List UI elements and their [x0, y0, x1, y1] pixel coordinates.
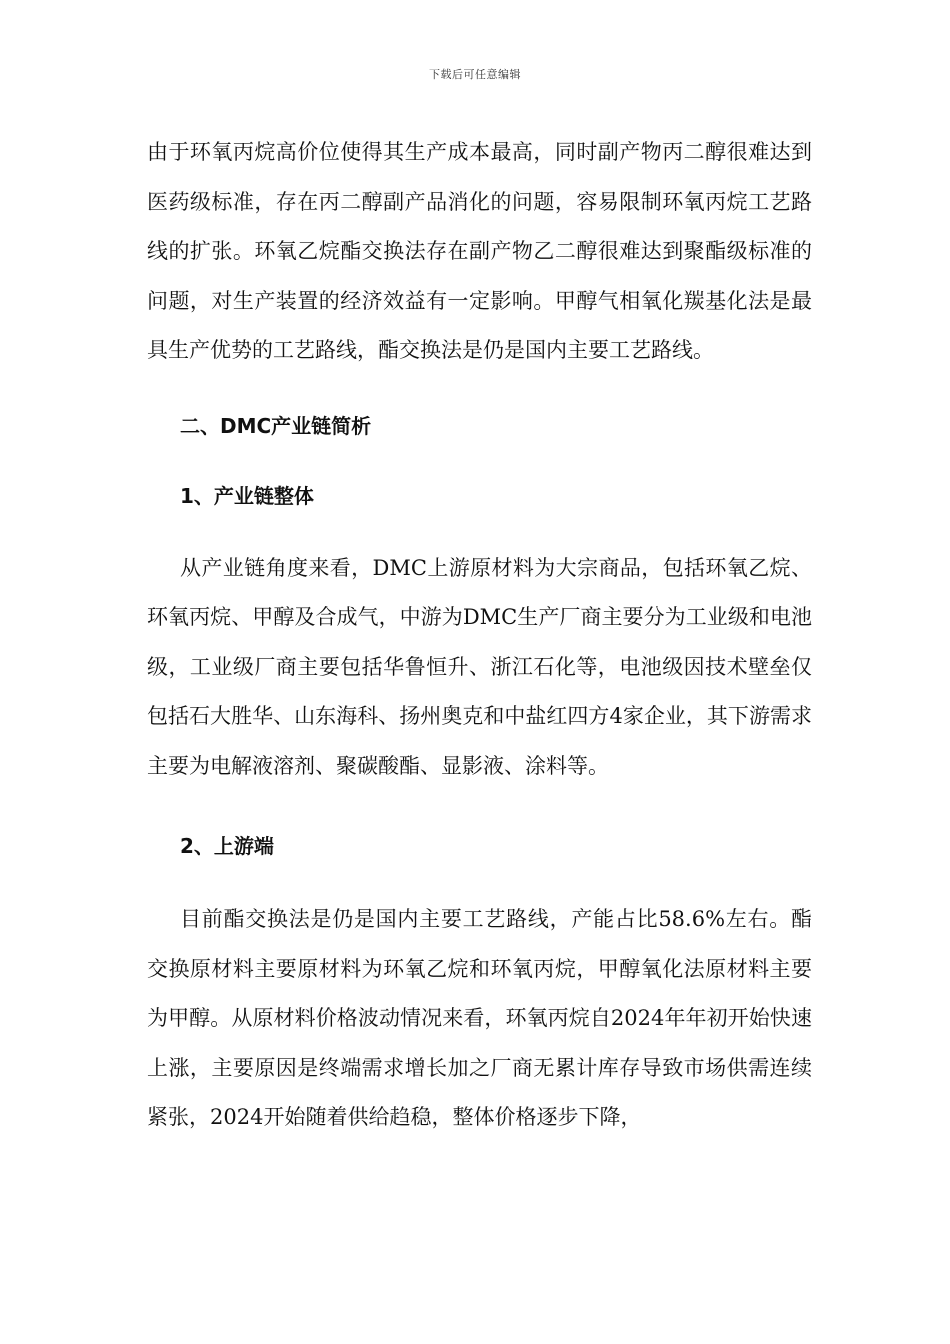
subheading-chain-overall: 1、产业链整体: [180, 483, 314, 508]
paragraph-chain-overview: 从产业链角度来看，DMC上游原材料为大宗商品，包括环氧乙烷、环氧丙烷、甲醇及合成气，中游为DMC生产厂商主要分为工业级和电池级，工业级厂商主要包括华鲁恒升、浙江石化等，电池级因技术壁垒仅包括石大胜华、山东海科、扬州奥克和中盐红四方4家企业，其下游需求主要为电解液溶剂、聚碳酸酯、显影液、涂料等。: [147, 555, 812, 778]
paragraph-process-cost: 由于环氧丙烷高价位使得其生产成本最高，同时副产物丙二醇很难达到医药级标准，存在丙二醇副产品消化的问题，容易限制环氧丙烷工艺路线的扩张。环氧乙烷酯交换法存在副产物乙二醇很难达到聚酯级标准的问题，对生产装置的经济效益有一定影响。甲醇气相氧化羰基化法是最具生产优势的工艺路线，酯交换法是仍是国内主要工艺路线。: [147, 140, 812, 362]
document-body: [147, 128, 812, 1143]
section-heading-dmc-chain: 二、DMC产业链简析: [180, 413, 372, 438]
page-header-note: 下载后可任意编辑: [429, 68, 521, 81]
subheading-upstream: 2、上游端: [180, 834, 274, 858]
paragraph-upstream: 目前酯交换法是仍是国内主要工艺路线，产能占比58.6%左右。酯交换原材料主要原材料为环氧乙烷和环氧丙烷，甲醇氧化法原材料主要为甲醇。从原材料价格波动情况来看，环氧丙烷自2024年年初开始快速上涨，主要原因是终端需求增长加之厂商无累计库存导致市场供需连续紧张，2024开始随着供给趋稳，整体价格逐步下降，: [147, 907, 812, 1129]
